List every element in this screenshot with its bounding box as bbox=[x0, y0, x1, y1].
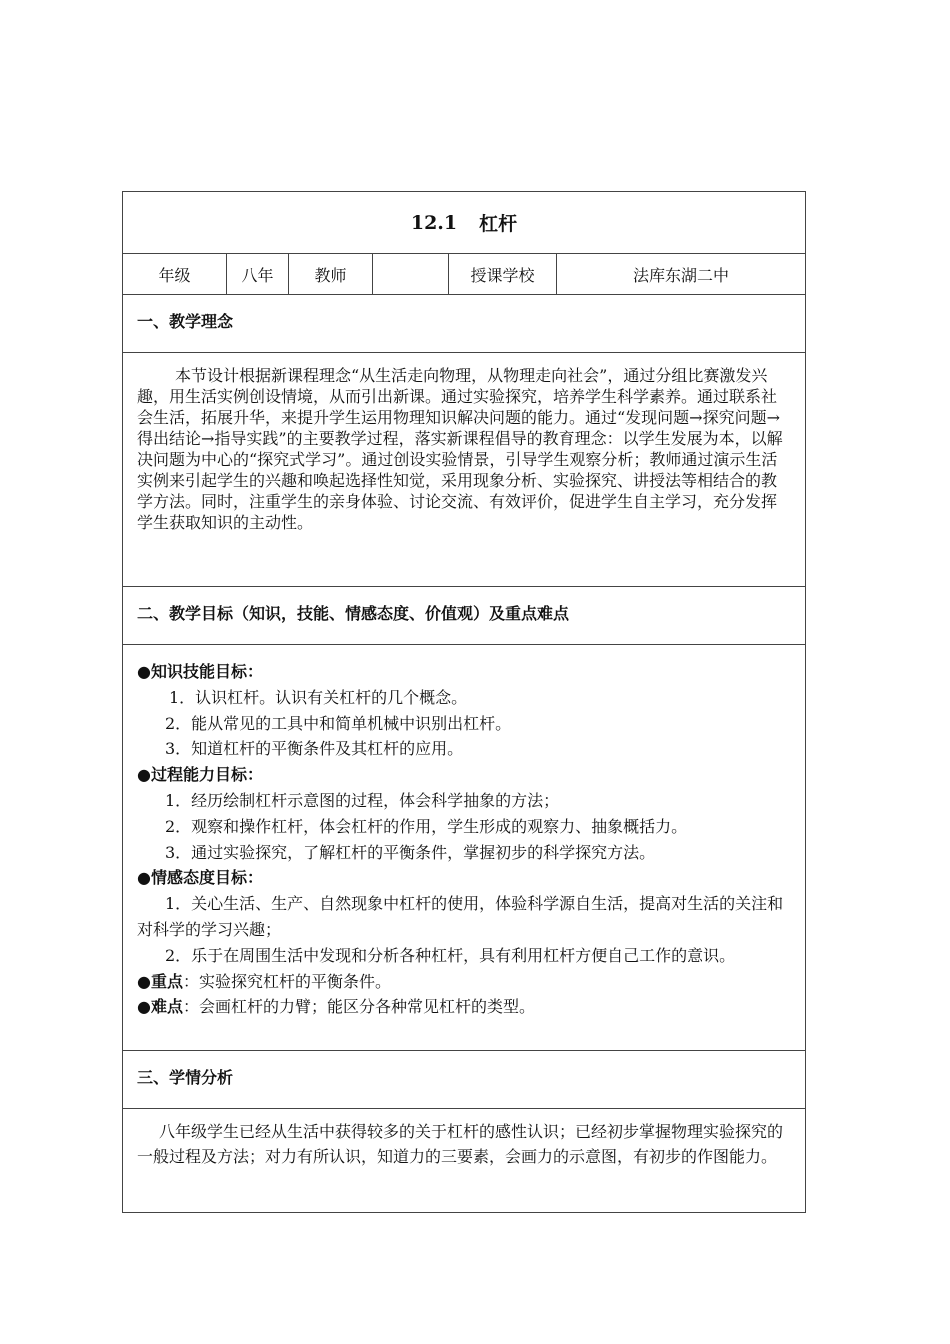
process-item: 3．通过实验探究，了解杠杆的平衡条件，掌握初步的科学探究方法。 bbox=[165, 842, 656, 862]
knowledge-item: 3．知道杠杆的平衡条件及其杠杆的应用。 bbox=[165, 739, 464, 759]
section-heading-analysis: 三、学情分析 bbox=[123, 1051, 805, 1109]
process-item: 2．观察和操作杠杆，体会杠杆的作用，学生形成的观察力、抽象概括力。 bbox=[165, 816, 688, 836]
analysis-paragraph: 八年级学生已经从生活中获得较多的关于杠杆的感性认识；已经初步掌握物理实验探究的一般过程及方法；对力有所认识，知道力的三要素，会画力的示意图，有初步的作图能力。 bbox=[137, 1122, 784, 1166]
lesson-title: 杠杆 bbox=[479, 213, 518, 235]
info-row bbox=[123, 254, 805, 295]
knowledge-heading: ●知识技能目标： bbox=[137, 662, 263, 681]
knowledge-item: 1．认识杠杆。认识有关杠杆的几个概念。 bbox=[169, 687, 468, 707]
attitude-item: 1．关心生活、生产、自然现象中杠杆的使用，体验科学源自生活，提高对生活的关注和对科学的学习兴趣； bbox=[137, 894, 784, 939]
difficult-point-label: ●难点 bbox=[137, 997, 183, 1017]
lesson-title-row bbox=[123, 192, 805, 254]
section-heading-philosophy: 一、教学理念 bbox=[123, 295, 805, 353]
teacher-value bbox=[373, 254, 449, 294]
lesson-plan-table bbox=[122, 191, 806, 1213]
difficult-point-text: ：会画杠杆的力臂；能区分各种常见杠杆的类型。 bbox=[182, 997, 535, 1017]
process-item: 1．经历绘制杠杆示意图的过程，体会科学抽象的方法； bbox=[165, 790, 560, 810]
key-point-label: ●重点 bbox=[137, 971, 183, 991]
difficult-point bbox=[137, 994, 795, 1020]
key-point bbox=[137, 969, 795, 995]
attitude-heading: ●情感态度目标： bbox=[137, 868, 263, 888]
philosophy-paragraph: 本节设计根据新课程理念“从生活走向物理，从物理走向社会”，通过分组比赛激发兴趣，用生活实例创设情境，从而引出新课。通过实验探究，培养学生科学素养。通过联系社会生活，拓展升华，来提升学生运用物理知识解决问题的能力。通过“发现问题→探究问题→得出结论→指导实践”的主要教学过程，落实新课程倡导的教育理念：以学生发展为本，以解决问题为中心的“探究式学习”。通过创设实验情景，引导学生观察分析；教师通过演示生活实例来引起学生的兴趣和唤起选择性知觉，采用现象分析、实验探究、讲授法等相结合的教学方法。同时，注重学生的亲身体验、讨论交流、有效评价，促进学生自主学习，充分发挥学生获取知识的主动性。 bbox=[123, 353, 805, 587]
process-heading: ●过程能力目标： bbox=[137, 765, 263, 785]
knowledge-item: 2．能从常见的工具中和简单机械中识别出杠杆。 bbox=[165, 713, 512, 733]
school-value: 法库东湖二中 bbox=[632, 265, 729, 285]
section-heading-objectives: 二、教学目标（知识，技能、情感态度、价值观）及重点难点 bbox=[123, 587, 805, 645]
attitude-item: 2．乐于在周围生活中发现和分析各种杠杆，具有利用杠杆方便自己工作的意识。 bbox=[165, 945, 736, 965]
objectives-block bbox=[123, 645, 805, 1051]
grade-label: 年级 bbox=[123, 254, 227, 294]
grade-value: 八年 bbox=[227, 254, 289, 294]
key-point-text: ：实验探究杠杆的平衡条件。 bbox=[182, 971, 391, 991]
school-label: 授课学校 bbox=[449, 254, 557, 294]
teacher-label: 教师 bbox=[289, 254, 373, 294]
lesson-number: 12.1 bbox=[410, 211, 458, 234]
